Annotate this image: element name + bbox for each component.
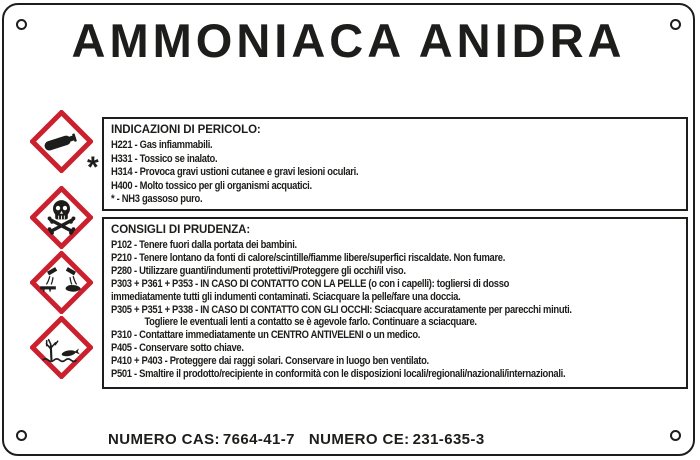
precautionary-statements-box: [102, 217, 688, 389]
ghs06-skull-crossbones-icon: [30, 186, 93, 249]
precaution-box-title: CONSIGLI DI PRUDENZA:: [111, 224, 251, 236]
screw-hole-bottom-left-icon: [16, 430, 27, 441]
hazard-statement-line: H221 - Gas infiammabili.: [111, 139, 213, 151]
precaution-statement-line: P280 - Utilizzare guanti/indumenti protettivi/Proteggere gli occhi/il viso.: [111, 264, 406, 277]
hazard-statement-line: * - NH3 gassoso puro.: [111, 193, 203, 206]
hazard-statements-box: [102, 117, 688, 211]
hazard-statement-line: H331 - Tossico se inalato.: [111, 152, 218, 165]
cas-number-label: NUMERO CAS:: [108, 431, 220, 448]
precaution-statement-line: P310 - Contattare immediatamente un CENTRO ANTIVELENI o un medico.: [111, 329, 421, 342]
hazard-statement-line: H314 - Provoca gravi ustioni cutanee e gravi lesioni oculari.: [111, 166, 359, 179]
ce-number-value: 231-635-3: [412, 431, 485, 448]
ghs04-gas-cylinder-icon: [30, 110, 93, 173]
hazard-pictogram-environment: [30, 316, 93, 379]
ce-number-label: NUMERO CE:: [308, 431, 410, 448]
precaution-statement-line: P210 - Tenere lontano da fonti di calore/scintille/fiamme libere/superfici riscaldate. Non fumare.: [111, 251, 506, 264]
asterisk-note: *: [87, 151, 99, 184]
precaution-statement-line: P305 + P351 + P338 - IN CASO DI CONTATTO CON GLI OCCHI: Sciacquare accuratamente per parecchi minuti.: [111, 303, 572, 316]
screw-hole-bottom-right-icon: [670, 430, 681, 441]
hazard-pictogram-toxic: [30, 186, 93, 249]
precaution-statement-line: P303 + P361 + P353 - IN CASO DI CONTATTO CON LA PELLE (o con i capelli): togliersi di dosso: [111, 277, 510, 290]
sign-title: AMMONIACA ANIDRA: [71, 14, 626, 67]
ghs-diamond-border: [33, 254, 91, 312]
ghs09-environment-icon: [30, 316, 93, 379]
hazard-box-title: INDICAZIONI DI PERICOLO:: [111, 124, 261, 136]
precaution-statement-line: P501 - Smaltire il prodotto/recipiente in conformità con le disposizioni locali/regionali/nazionali/internazionali.: [111, 368, 566, 381]
ghs05-corrosion-icon: [30, 251, 93, 314]
precaution-statement-line: P405 - Conservare sotto chiave.: [111, 342, 244, 355]
sign-plate: [2, 3, 695, 456]
precaution-statement-line: Togliere le eventuali lenti a contatto se è agevole farlo. Continuare a sciacquare.: [144, 316, 477, 329]
hazard-pictogram-gas-cylinder: [30, 110, 93, 173]
precaution-statement-line: P410 + P403 - Proteggere dai raggi solari. Conservare in luogo ben ventilato.: [111, 355, 429, 368]
hazard-statement-line: H400 - Molto tossico per gli organismi acquatici.: [111, 179, 312, 192]
hazard-pictogram-corrosive: [30, 251, 93, 314]
precaution-statement-line: immediatamente tutti gli indumenti contaminati. Sciacquare la pelle/fare una doccia.: [111, 290, 461, 303]
cas-number-value: 7664-41-7: [222, 431, 295, 448]
precaution-statement-line: P102 - Tenere fuori dalla portata dei bambini.: [111, 239, 297, 251]
ghs-diamond-border: [33, 319, 91, 377]
registry-numbers: [108, 431, 485, 448]
